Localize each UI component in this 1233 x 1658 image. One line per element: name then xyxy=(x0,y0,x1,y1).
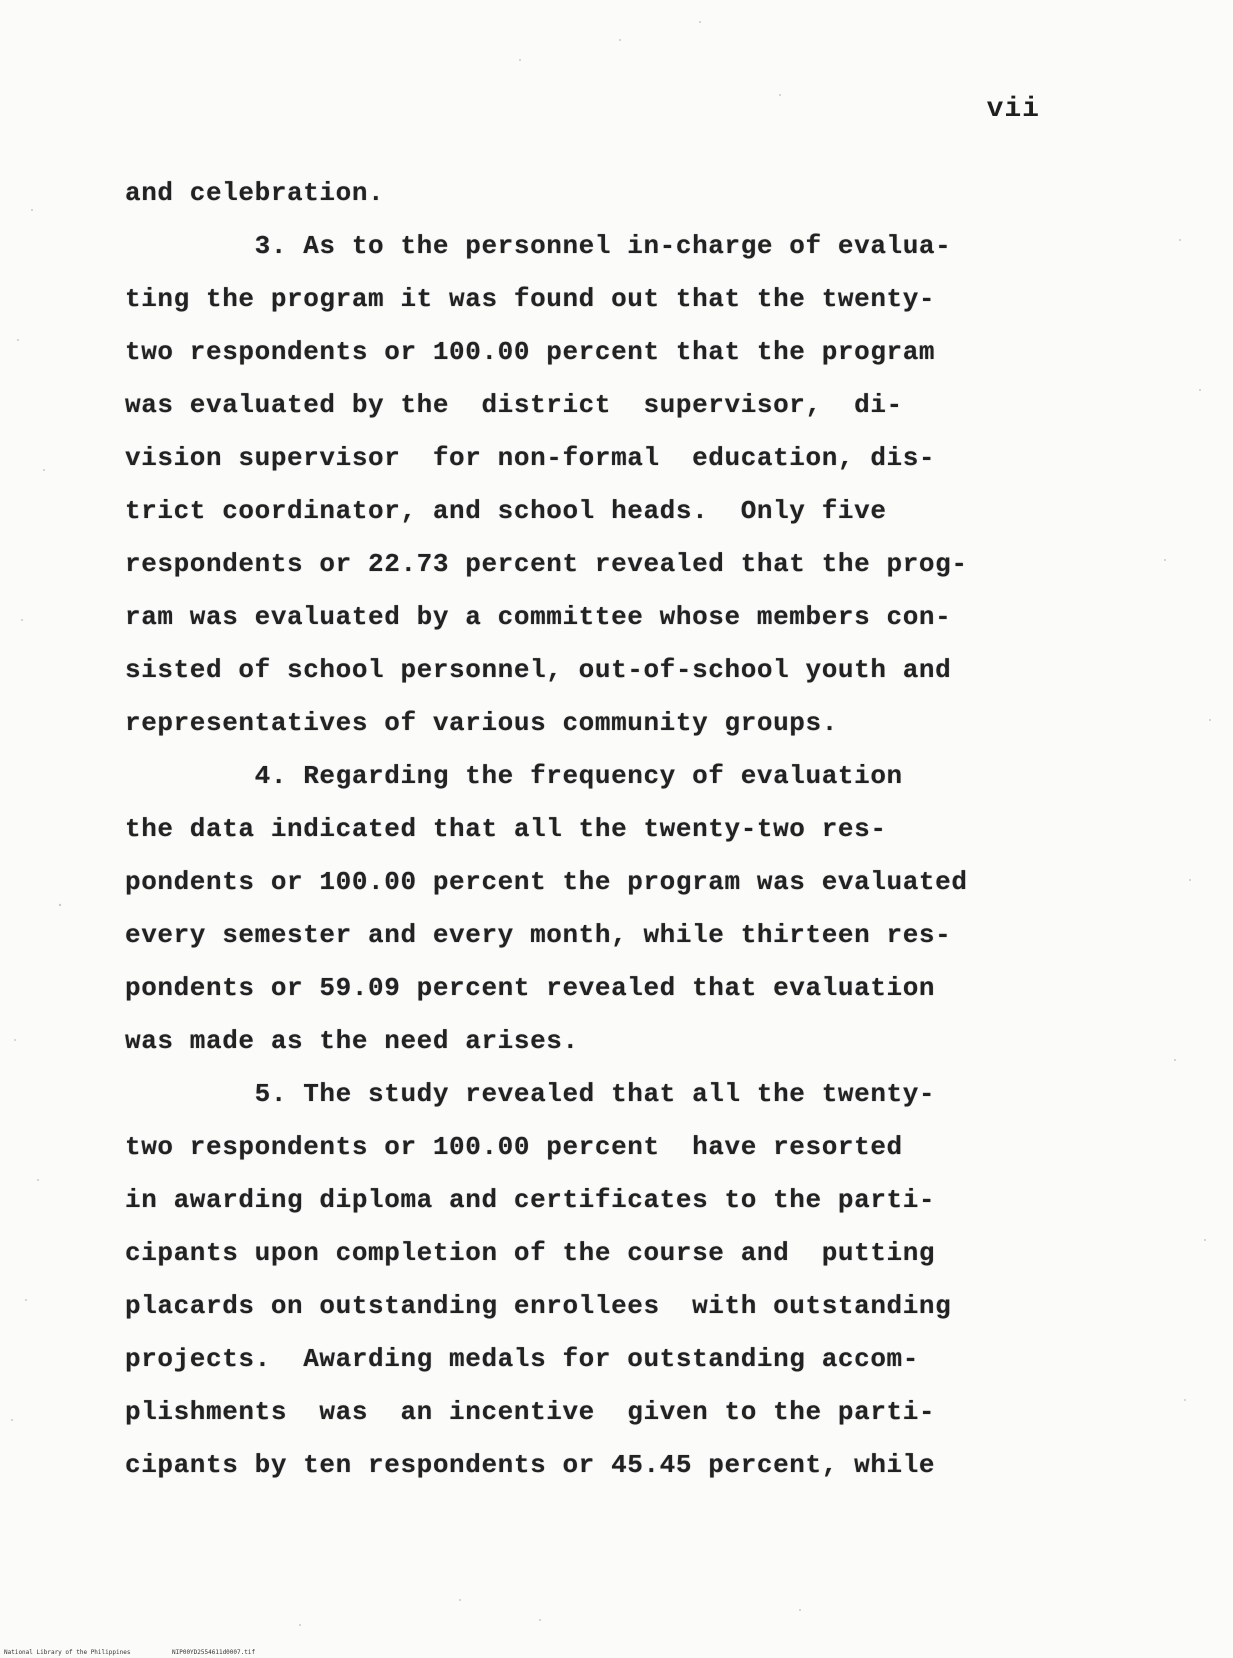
page-number: vii xyxy=(986,94,1040,125)
text-line: vision supervisor for non-formal education, dis- xyxy=(125,443,936,473)
text-line: two respondents or 100.00 percent have resorted xyxy=(125,1132,903,1162)
text-line: ram was evaluated by a committee whose members con- xyxy=(125,602,952,632)
text-line: ting the program it was found out that the twenty- xyxy=(125,284,936,314)
text-line: pondents or 100.00 percent the program was evaluated xyxy=(125,867,968,897)
footer-file-id: NIP00YD2554611d0007.tif xyxy=(172,1649,256,1656)
text-line: and celebration. xyxy=(125,178,385,208)
text-line: the data indicated that all the twenty-two res- xyxy=(125,814,887,844)
text-line: every semester and every month, while thirteen res- xyxy=(125,920,952,950)
text-line: respondents or 22.73 percent revealed that the prog- xyxy=(125,549,968,579)
text-line: 3. As to the personnel in-charge of evalua- xyxy=(125,231,952,261)
text-line: 5. The study revealed that all the twenty- xyxy=(125,1079,936,1109)
text-line: placards on outstanding enrollees with outstanding xyxy=(125,1291,952,1321)
text-line: projects. Awarding medals for outstanding accom- xyxy=(125,1344,919,1374)
text-line: trict coordinator, and school heads. Only five xyxy=(125,496,887,526)
text-line: sisted of school personnel, out-of-school youth and xyxy=(125,655,952,685)
text-line: cipants upon completion of the course and putting xyxy=(125,1238,936,1268)
text-line: two respondents or 100.00 percent that the program xyxy=(125,337,936,367)
text-line: was made as the need arises. xyxy=(125,1026,579,1056)
text-line: plishments was an incentive given to the parti- xyxy=(125,1397,936,1427)
text-line: in awarding diploma and certificates to the parti- xyxy=(125,1185,936,1215)
text-line: 4. Regarding the frequency of evaluation xyxy=(125,761,903,791)
footer-library: National Library of the Philippines xyxy=(4,1649,131,1656)
text-line: was evaluated by the district supervisor, di- xyxy=(125,390,903,420)
text-line: representatives of various community groups. xyxy=(125,708,838,738)
text-line: pondents or 59.09 percent revealed that evaluation xyxy=(125,973,936,1003)
text-line: cipants by ten respondents or 45.45 percent, while xyxy=(125,1450,936,1480)
